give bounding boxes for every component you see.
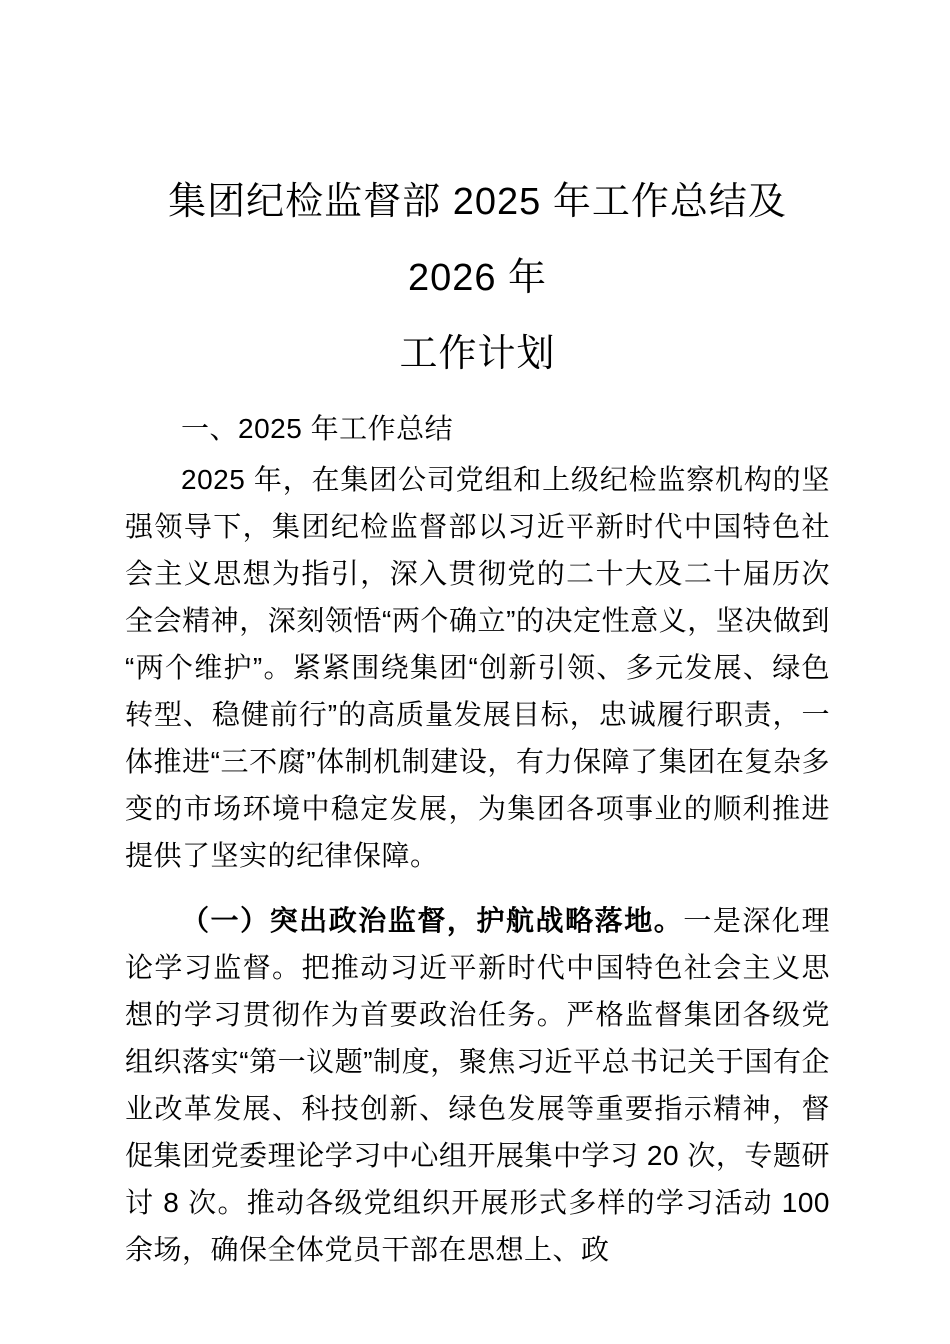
document-title	[125, 164, 830, 392]
document-body	[125, 456, 830, 1273]
bold-text-run: （一）突出政治监督，护航战略落地。	[181, 905, 684, 936]
paragraph	[125, 456, 830, 879]
text-run: 2025 年，在集团公司党组和上级纪检监察机构的坚强领导下，集团纪检监督部以习近平新时代中国特色社会主义思想为指引，深入贯彻党的二十大及二十届历次全会精神，深刻领悟“两个确立”的决定性意义，坚决做到“两个维护”。紧紧围绕集团“创新引领、多元发展、绿色转型、稳健前行”的高质量发展目标，忠诚履行职责，一体推进“三不腐”体制机制建设，有力保障了集团在复杂多变的市场环境中稳定发展，为集团各项事业的顺利推进提供了坚实的纪律保障。	[125, 464, 830, 871]
section-heading: 一、2025 年工作总结	[181, 413, 454, 444]
title-line: 工作计划	[399, 333, 556, 375]
paragraph	[125, 897, 830, 1273]
text-run: 一是深化理论学习监督。把推动习近平新时代中国特色社会主义思想的学习贯彻作为首要政治任务。严格监督集团各级党组织落实“第一议题”制度，聚焦习近平总书记关于国有企业改革发展、科技创新、绿色发展等重要指示精神，督促集团党委理论学习中心组开展集中学习 20 次，专题研讨 8 次。推动各级党组织开展形式多样的学习活动 100 余场，确保全体党员干部在思想上、政	[125, 905, 830, 1265]
title-line: 集团纪检监督部 2025 年工作总结及 2026 年	[168, 181, 787, 299]
